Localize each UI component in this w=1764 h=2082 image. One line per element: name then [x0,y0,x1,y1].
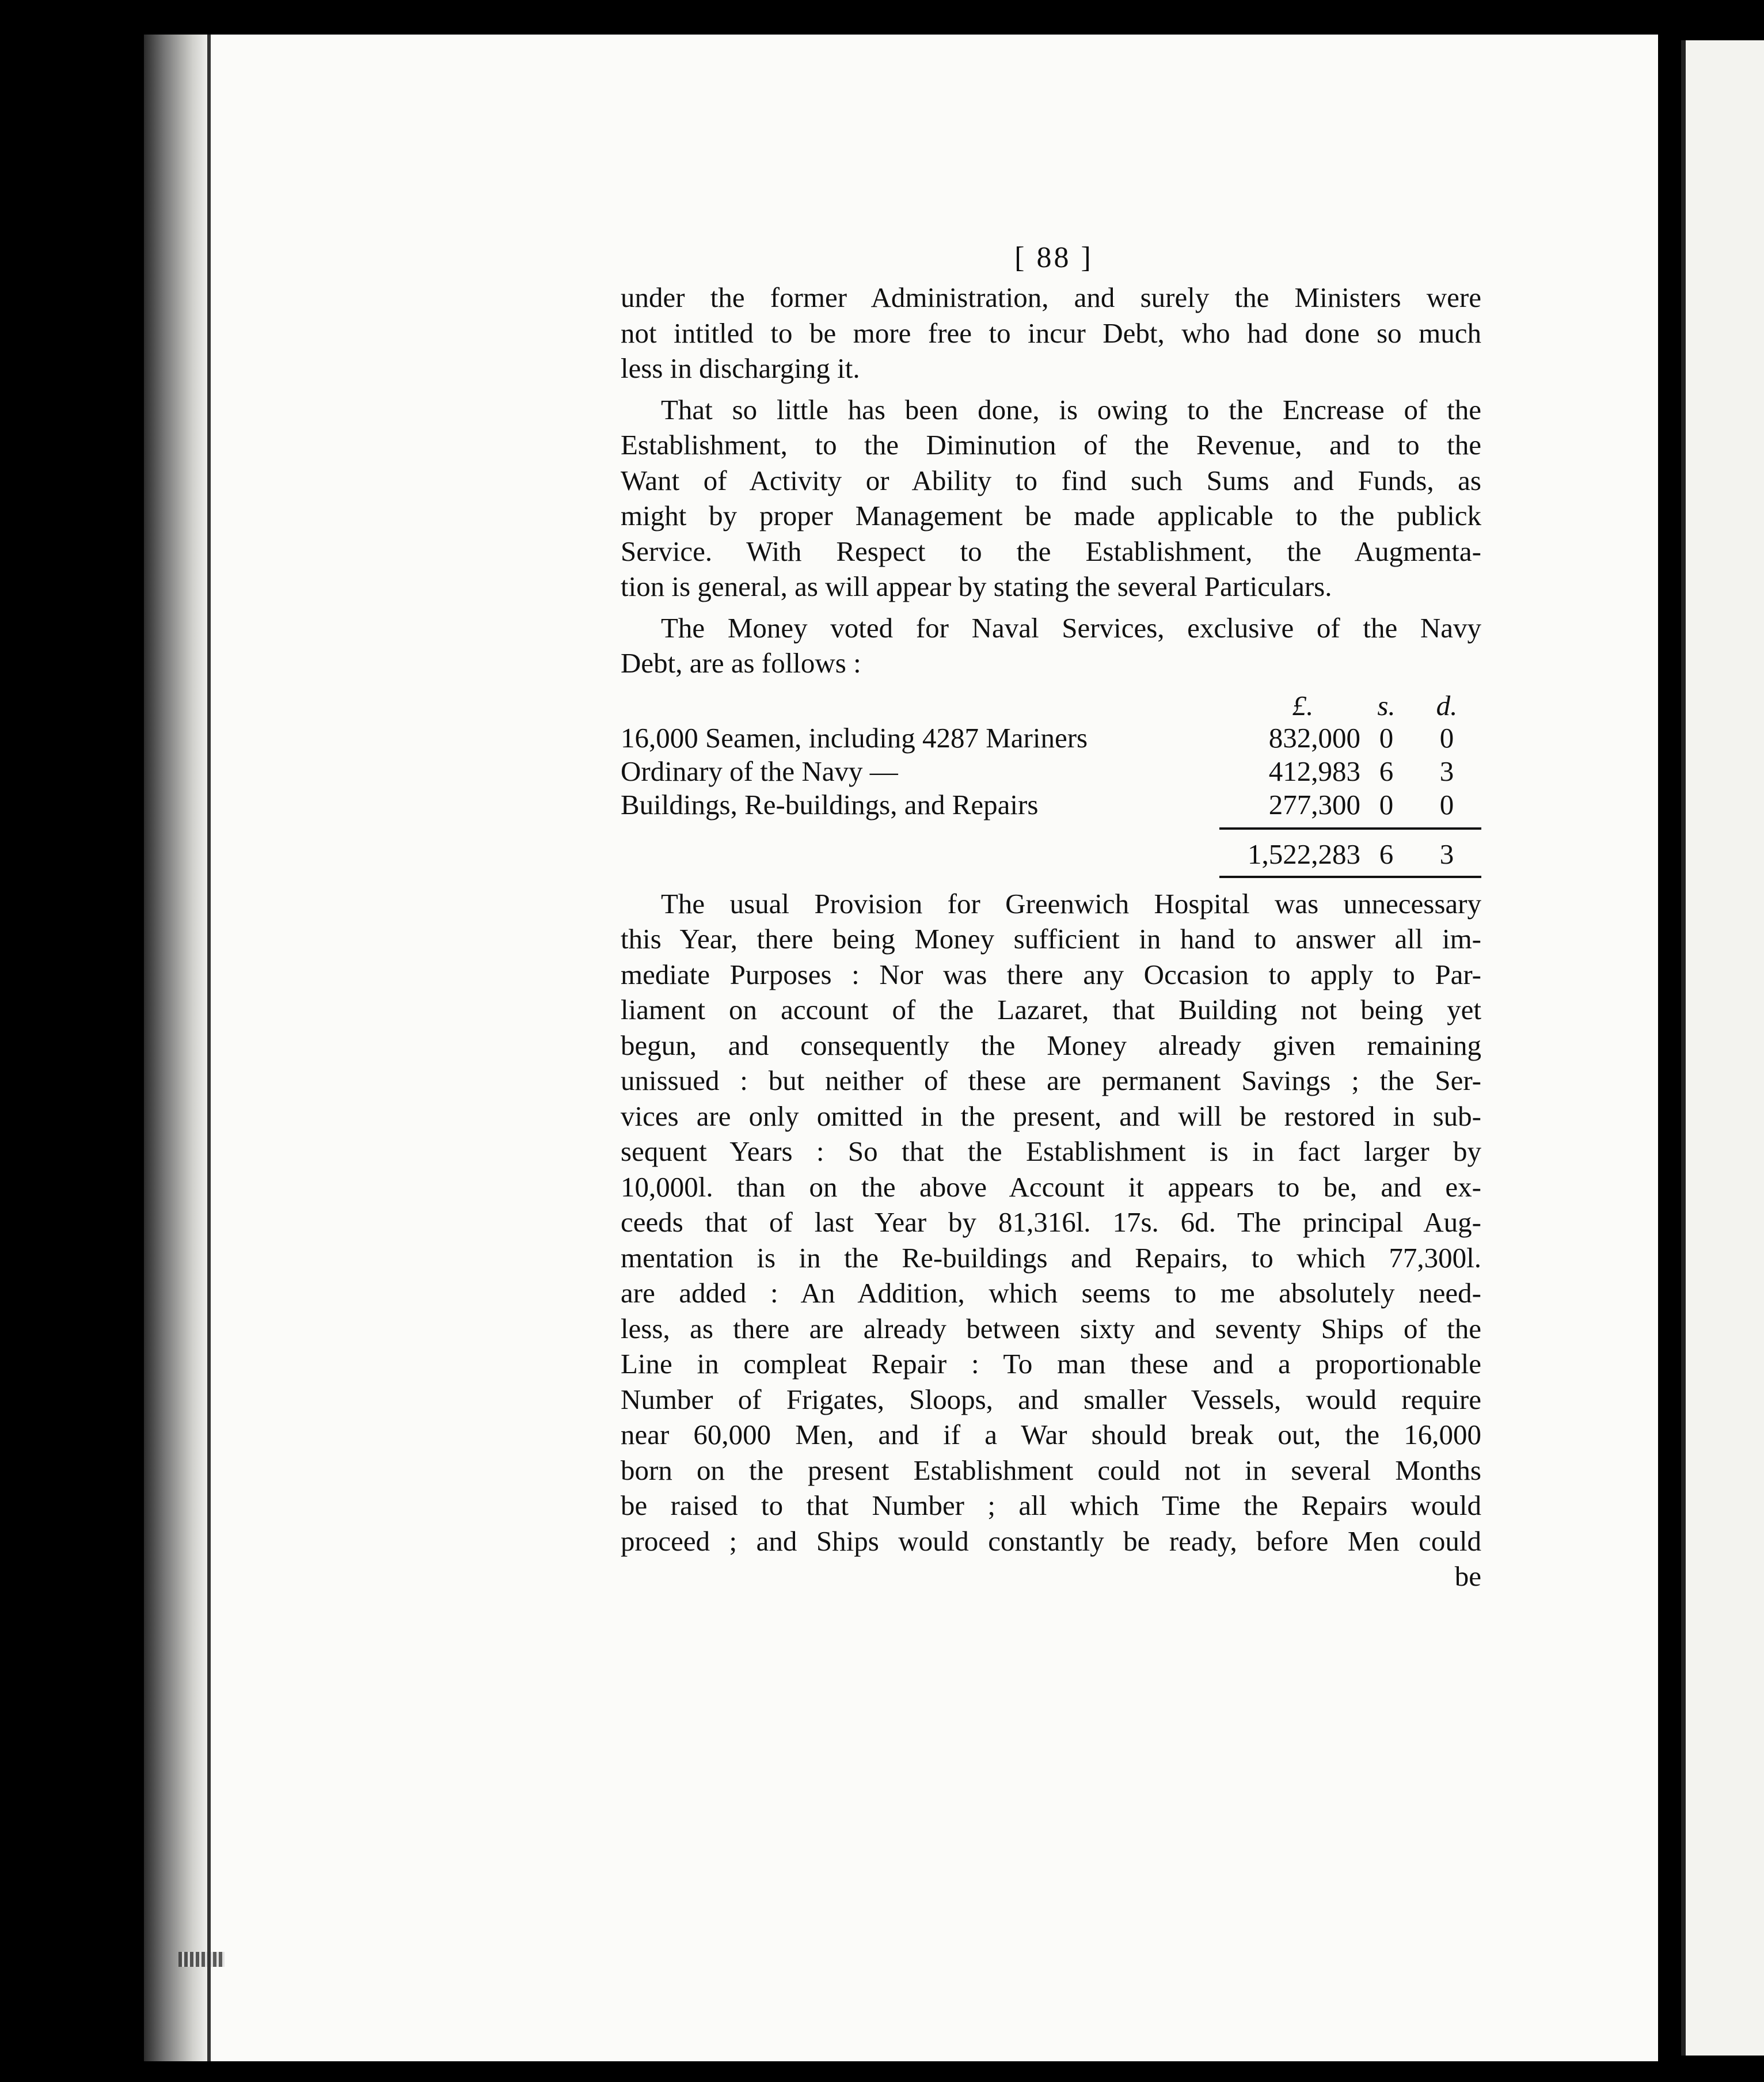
catchword: be [1454,1560,1481,1592]
text-line: be raised to that Number ; all which Time the Repairs would [621,1490,1481,1521]
paragraph [621,280,1481,386]
account-header-row [621,689,1481,721]
text-line: proceed ; and Ships would constantly be ready, before Men could [621,1525,1481,1557]
account-row-shillings: 0 [1379,788,1394,820]
text-line: might by proper Management be made applicable to the publick [621,500,1481,531]
account-row-pence: 0 [1439,788,1454,820]
account-total-row [621,838,1481,871]
text-line: not intitled to be more free to incur Debt, who had done so much [621,317,1481,349]
text-line: mentation is in the Re-buildings and Repairs, to which 77,300l. [621,1241,1481,1274]
text-line: mediate Purposes : Nor was there any Occasion to apply to Par- [621,958,1481,990]
account-row-description: Ordinary of the Navy — [621,755,898,787]
binding-shadow [144,35,213,2061]
account-row-pounds: 412,983 [1268,755,1360,787]
account-row-description: 16,000 Seamen, including 4287 Mariners [621,721,1088,754]
text-line: Number of Frigates, Sloops, and smaller Vessels, would require [621,1383,1481,1415]
text-line: The Money voted for Naval Services, exclusive of the Navy [661,611,1481,644]
text-line: Want of Activity or Ability to find such Sums and Funds, as [621,464,1481,496]
text-line: are added : An Addition, which seems to me absolutely need- [621,1277,1481,1309]
text-line: unissued : but neither of these are permanent Savings ; the Ser- [621,1065,1481,1096]
text-line: vices are only omitted in the present, and will be restored in sub- [621,1100,1481,1132]
binding-edge [207,35,211,2061]
text-line: begun, and consequently the Money already given remaining [621,1029,1481,1061]
pence-header: d. [1436,689,1458,721]
total-rule-bottom [1219,876,1481,878]
text-line: Service. With Respect to the Establishment, the Augmenta- [621,535,1481,567]
shillings-header: s. [1377,689,1396,721]
account-row [621,721,1481,755]
account-row-description: Buildings, Re-buildings, and Repairs [621,788,1039,820]
text-line: less in discharging it. [621,352,860,384]
text-line: near 60,000 Men, and if a War should break out, the 16,000 [621,1419,1481,1450]
text-line: Establishment, to the Diminution of the Revenue, and to the [621,429,1481,461]
paragraph [621,610,1481,681]
text-line: this Year, there being Money sufficient in hand to answer all im- [621,923,1481,955]
text-line: The usual Provision for Greenwich Hospital was unnecessary [661,887,1481,920]
account-row-pence: 0 [1439,721,1454,754]
text-line: less, as there are already between sixty and seventy Ships of the [621,1312,1481,1344]
text-block [621,236,1481,1593]
closing-paragraph [621,886,1481,1559]
text-line: Line in compleat Repair : To man these and a proportionable [621,1348,1481,1380]
account-row-shillings: 0 [1379,721,1394,754]
account-row [621,788,1481,822]
text-line: Debt, are as follows : [621,647,861,679]
account-row-pence: 3 [1439,755,1454,787]
naval-services-account [621,689,1481,878]
total-rule-top [1219,827,1481,830]
text-line: That so little has been done, is owing to the Encrease of the [661,393,1481,425]
text-line: liament on account of the Lazaret, that Building not being yet [621,994,1481,1025]
account-total-pence: 3 [1439,838,1454,870]
text-line: sequent Years : So that the Establishment is in fact larger by [621,1135,1481,1167]
text-line: 10,000l. than on the above Account it appears to be, and ex- [621,1171,1481,1203]
text-line: ceeds that of last Year by 81,316l. 17s. 6d. The principal Aug- [621,1206,1481,1238]
facing-page-edge-line [1681,40,1686,2056]
account-total-shillings: 6 [1379,838,1394,870]
text-line: born on the present Establishment could not in several Months [621,1454,1481,1486]
account-row [621,755,1481,788]
opening-paragraphs [621,280,1481,681]
text-line: tion is general, as will appear by stating the several Particulars. [621,571,1332,602]
facing-page-edge [1681,40,1764,2056]
account-total-pounds: 1,522,283 [1248,838,1360,870]
pounds-header: £. [1292,689,1314,721]
page-number: [ 88 ] [1014,241,1093,274]
account-row-pounds: 832,000 [1268,721,1360,754]
paragraph [621,392,1481,605]
account-row-pounds: 277,300 [1268,788,1360,820]
account-row-shillings: 6 [1379,755,1394,787]
text-line: under the former Administration, and surely the Ministers were [621,282,1481,313]
library-stamp-mark [178,1952,225,1967]
